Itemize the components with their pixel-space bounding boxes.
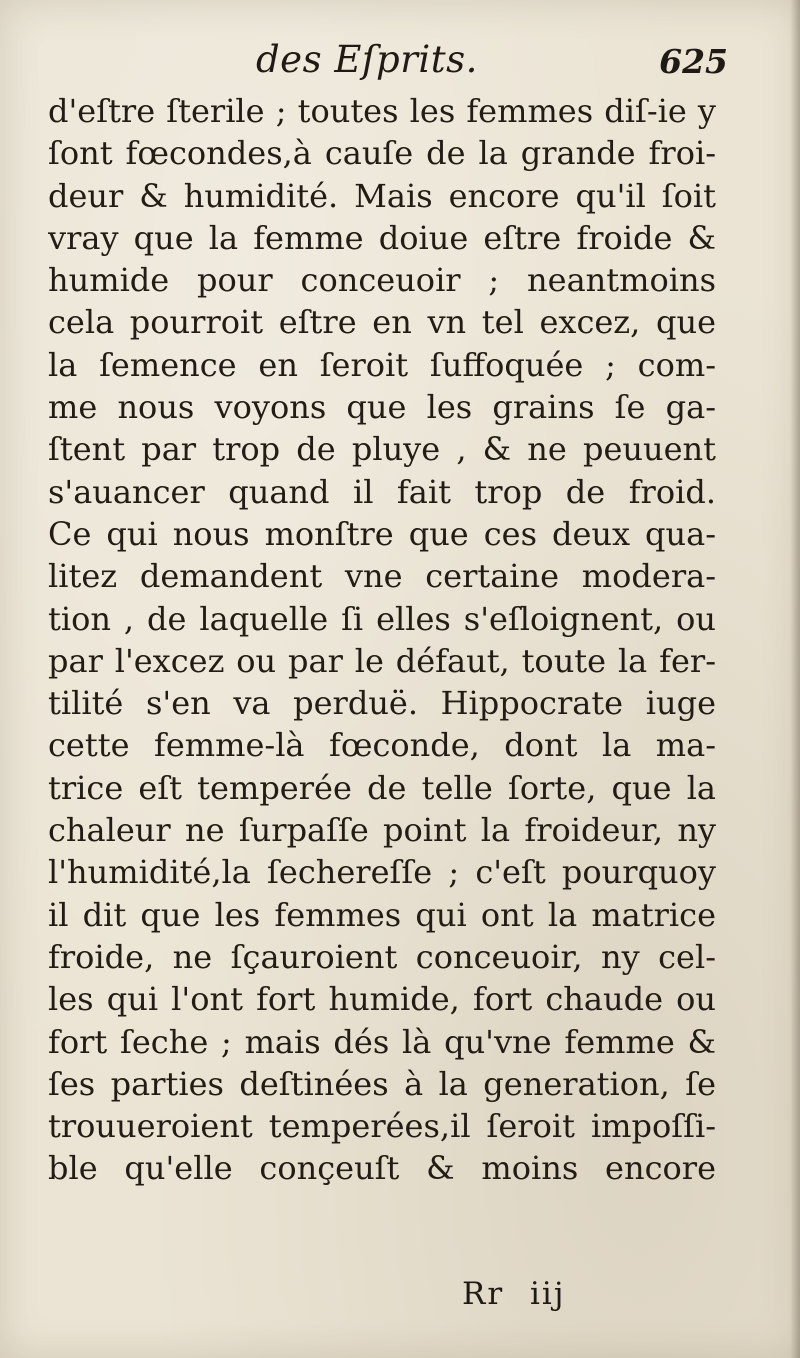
running-head-title: des Eſprits.	[256, 38, 478, 81]
text-line: tilité s'en va perduë. Hippocrate iuge	[48, 684, 716, 723]
signature-mark: Rr iij	[462, 1276, 566, 1312]
text-line: trouueroient temperées,il ſeroit impoſſi-	[48, 1107, 716, 1146]
text-line: cette femme-là fœconde, dont la ma-	[48, 726, 716, 765]
text-line: me nous voyons que les grains ſe ga-	[48, 388, 716, 427]
text-line: froide, ne ſçauroient conceuoir, ny cel-	[48, 937, 716, 976]
text-line: par l'excez ou par le défaut, toute la fer-	[48, 641, 716, 680]
text-line: litez demandent vne certaine modera-	[48, 557, 716, 596]
text-line: l'humidité,la ſechereſſe ; c'eſt pourquoy	[48, 853, 716, 892]
text-line: deur & humidité. Mais encore qu'il ſoit	[48, 176, 716, 215]
running-head	[48, 38, 728, 90]
text-line: il dit que les femmes qui ont la matrice	[48, 895, 716, 934]
text-line: trice eſt temperée de telle ſorte, que la	[48, 768, 716, 807]
text-line: s'auancer quand il fait trop de froid.	[48, 472, 716, 511]
page-edge-shadow	[790, 0, 800, 1358]
text-line: humide pour conceuoir ; neantmoins	[48, 261, 716, 300]
text-line: cela pourroit eſtre en vn tel excez, que	[48, 303, 716, 342]
text-line: fort ſeche ; mais dés là qu'vne femme &	[48, 1022, 716, 1061]
text-line: vray que la femme doiue eſtre froide &	[48, 218, 716, 257]
page-number: 625	[659, 42, 728, 81]
text-line: d'eſtre ſterile ; toutes les femmes diſ-ie y	[48, 92, 716, 130]
text-line: ſont fœcondes,à cauſe de la grande froi-	[48, 134, 716, 173]
text-line: ble qu'elle conçeuſt & moins encore	[48, 1149, 716, 1188]
text-line: les qui l'ont fort humide, fort chaude ou	[48, 980, 716, 1019]
text-line: tion , de laquelle ſi elles s'eſloignent, ou	[48, 599, 716, 638]
text-line: la ſemence en ſeroit ſuffoquée ; com-	[48, 345, 716, 384]
text-line: chaleur ne ſurpaſſe point la froideur, ny	[48, 811, 716, 850]
text-line: Ce qui nous monſtre que ces deux qua-	[48, 514, 716, 553]
text-line: ſtent par trop de pluye , & ne peuuent	[48, 430, 716, 469]
body-text	[48, 90, 716, 1190]
text-line: ſes parties deſtinées à la generation, ſe	[48, 1064, 716, 1103]
